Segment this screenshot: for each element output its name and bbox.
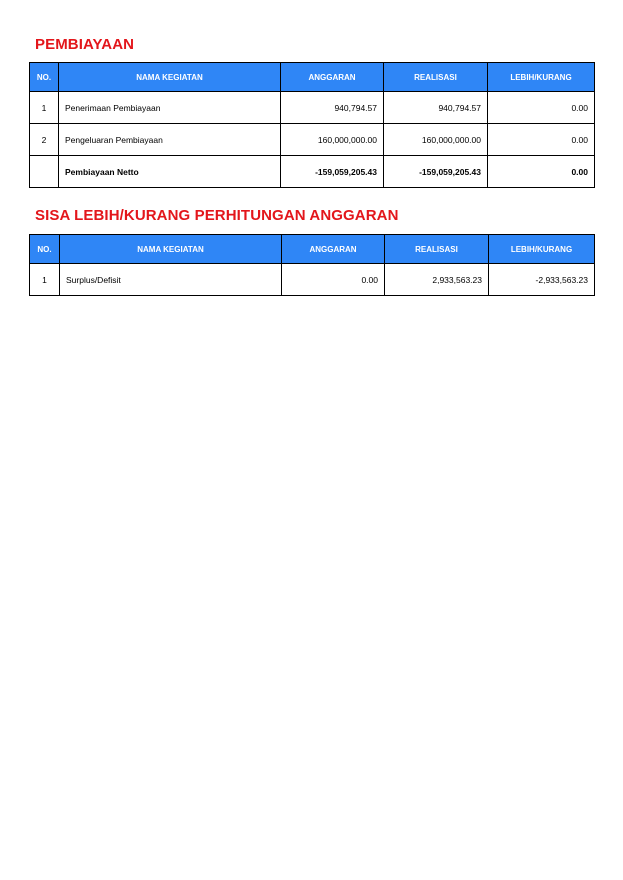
cell-no: [30, 156, 59, 188]
cell-no: 2: [30, 124, 59, 156]
header-anggaran: ANGGARAN: [281, 63, 384, 92]
table-header-row: [30, 63, 595, 92]
section-title-sisa-lebih-kurang: SISA LEBIH/KURANG PERHITUNGAN ANGGARAN: [35, 207, 399, 224]
table-row: [30, 264, 595, 296]
pembiayaan-table: [29, 62, 595, 188]
cell-realisasi: -159,059,205.43: [384, 156, 488, 188]
cell-anggaran: 940,794.57: [281, 92, 384, 124]
cell-no: 1: [30, 92, 59, 124]
table-row: [30, 124, 595, 156]
section-title-pembiayaan: PEMBIAYAAN: [35, 36, 135, 53]
cell-no: 1: [30, 264, 60, 296]
cell-anggaran: -159,059,205.43: [281, 156, 384, 188]
cell-anggaran: 160,000,000.00: [281, 124, 384, 156]
cell-realisasi: 160,000,000.00: [384, 124, 488, 156]
cell-realisasi: 940,794.57: [384, 92, 488, 124]
header-no: NO.: [30, 235, 60, 264]
header-nama-kegiatan: NAMA KEGIATAN: [59, 63, 281, 92]
sisa-lebih-kurang-table: [29, 234, 595, 296]
table-row: [30, 92, 595, 124]
header-nama-kegiatan: NAMA KEGIATAN: [60, 235, 282, 264]
cell-nama-kegiatan: Pengeluaran Pembiayaan: [59, 124, 281, 156]
cell-realisasi: 2,933,563.23: [385, 264, 489, 296]
header-realisasi: REALISASI: [384, 63, 488, 92]
cell-lebih-kurang: 0.00: [488, 92, 595, 124]
cell-nama-kegiatan: Surplus/Defisit: [60, 264, 282, 296]
total-row: [30, 156, 595, 188]
cell-nama-kegiatan: Penerimaan Pembiayaan: [59, 92, 281, 124]
cell-lebih-kurang: 0.00: [488, 156, 595, 188]
header-realisasi: REALISASI: [385, 235, 489, 264]
table-header-row: [30, 235, 595, 264]
cell-nama-kegiatan: Pembiayaan Netto: [59, 156, 281, 188]
header-lebih-kurang: LEBIH/KURANG: [488, 63, 595, 92]
header-no: NO.: [30, 63, 59, 92]
cell-lebih-kurang: 0.00: [488, 124, 595, 156]
header-lebih-kurang: LEBIH/KURANG: [489, 235, 595, 264]
cell-lebih-kurang: -2,933,563.23: [489, 264, 595, 296]
cell-anggaran: 0.00: [282, 264, 385, 296]
header-anggaran: ANGGARAN: [282, 235, 385, 264]
